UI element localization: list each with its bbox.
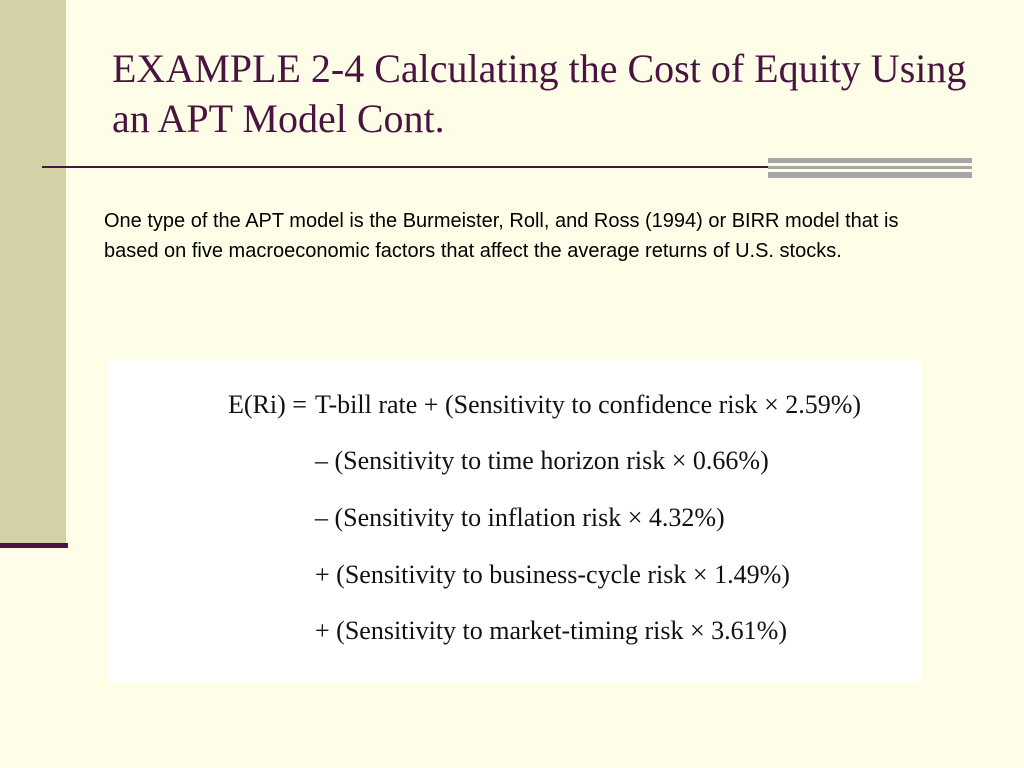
equation-line: – (Sensitivity to time horizon risk × 0.66%) [315, 446, 769, 475]
divider-accent-stripe [768, 166, 972, 169]
equation-line: + (Sensitivity to business-cycle risk × 1.49%) [315, 560, 790, 589]
equation-line: T-bill rate + (Sensitivity to confidence risk × 2.59%) [315, 390, 862, 419]
slide-body-text: One type of the APT model is the Burmeister, Roll, and Ross (1994) or BIRR model that is based on five macroeconomic factors that affect the average returns of U.S. stocks. [104, 210, 899, 262]
equation-line: + (Sensitivity to market-timing risk × 3.61%) [315, 616, 787, 645]
divider-accent-stripe [768, 158, 972, 163]
slide-title: EXAMPLE 2-4 Calculating the Cost of Equity Using an APT Model Cont. [112, 46, 967, 141]
equation-image [108, 360, 922, 682]
divider-accent-stripe [768, 172, 972, 178]
equation-line: – (Sensitivity to inflation risk × 4.32%) [315, 503, 725, 532]
left-bar-accent-line [0, 543, 68, 548]
left-decorative-bar [0, 0, 66, 543]
title-divider [42, 166, 802, 168]
equation-lhs: E(Ri) = [228, 390, 307, 419]
